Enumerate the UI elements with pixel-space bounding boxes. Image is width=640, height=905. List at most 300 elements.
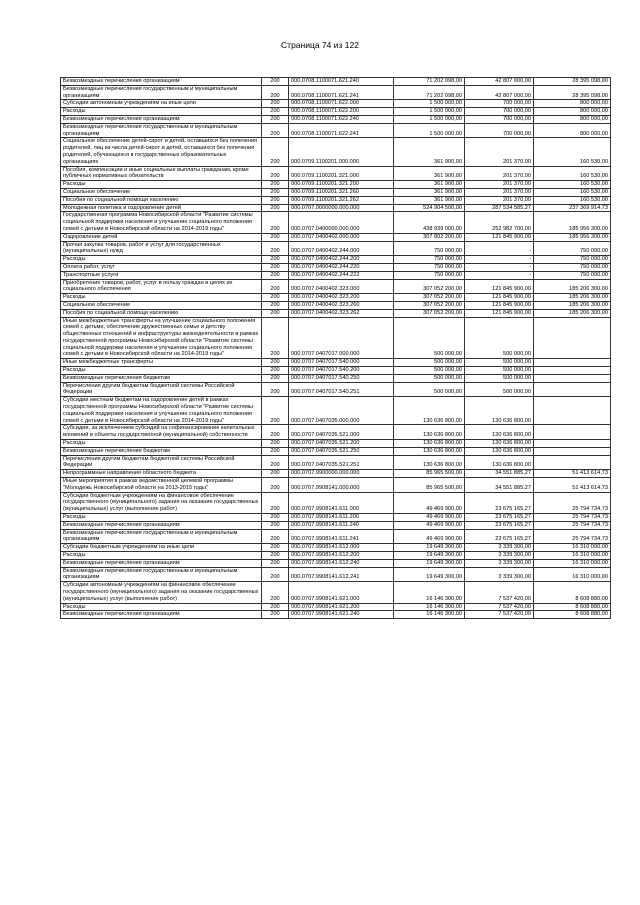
- table-row: [61, 196, 611, 204]
- row-approved-amount-cell: 49 469 900,00: [394, 492, 465, 513]
- table-row: [61, 212, 611, 233]
- row-name-cell: Прочая закупка товаров, работ и услуг для государственных (муниципальных) нужд: [61, 241, 262, 256]
- row-approved-amount-cell: 130 636 800,00: [394, 397, 465, 425]
- row-budget-code-cell: 000.0709.1100201.321.200: [289, 181, 394, 189]
- row-name-cell: Расходы: [61, 256, 262, 264]
- row-budget-code-cell: 000.0707.0400402.244.220: [289, 263, 394, 271]
- row-unexecuted-amount-cell: 750 000,00: [534, 263, 611, 271]
- row-executed-amount-cell: 252 982 700,00: [465, 212, 534, 233]
- row-approved-amount-cell: 19 649 300,00: [394, 567, 465, 582]
- table-row: [61, 359, 611, 367]
- table-row: [61, 440, 611, 448]
- row-unexecuted-amount-cell: 8 608 880,00: [534, 603, 611, 611]
- row-executed-amount-cell: 7 537 420,00: [465, 582, 534, 603]
- row-budget-code-cell: 000.0707.0400402.244.222: [289, 271, 394, 279]
- row-unexecuted-amount-cell: 16 310 000,00: [534, 567, 611, 582]
- budget-table-body: [61, 78, 611, 619]
- table-row: [61, 78, 611, 86]
- row-name-cell: Расходы: [61, 552, 262, 560]
- row-name-cell: Иные мероприятия в рамках ведомственной целевой программы "Молодежь Новосибирской области на 2013-2015 годы": [61, 478, 262, 493]
- row-name-cell: Социальное обеспечение: [61, 188, 262, 196]
- row-admin-code-cell: 200: [262, 166, 289, 181]
- row-executed-amount-cell: 287 534 585,27: [465, 204, 534, 212]
- row-admin-code-cell: 200: [262, 123, 289, 138]
- row-name-cell: Безвозмездные перечисления государственным и муниципальным организациям: [61, 85, 262, 100]
- row-unexecuted-amount-cell: [534, 367, 611, 375]
- row-admin-code-cell: 200: [262, 188, 289, 196]
- table-row: [61, 367, 611, 375]
- row-executed-amount-cell: 700 000,00: [465, 115, 534, 123]
- row-name-cell: Иные межбюджетные трансферты: [61, 359, 262, 367]
- row-approved-amount-cell: 307 052 200,00: [394, 279, 465, 294]
- row-unexecuted-amount-cell: 160 530,00: [534, 196, 611, 204]
- table-row: [61, 567, 611, 582]
- row-name-cell: Безвозмездные перечисления организациям: [61, 559, 262, 567]
- row-name-cell: Расходы: [61, 367, 262, 375]
- row-name-cell: Социальное обеспечение: [61, 301, 262, 309]
- table-row: [61, 115, 611, 123]
- row-unexecuted-amount-cell: [534, 440, 611, 448]
- row-name-cell: Иные межбюджетные трансферты на улучшение социального положения семей с детьми, обеспечение дружественных семье и детству общественных отношений и инфраструктуры жизнедеятельности в рамках государственной программы Новосибирской области "Развитие системы социальной поддержки населения и улучшение социального положения семей с детьми в Новосибирской области на 2014-2019 годы": [61, 317, 262, 359]
- row-name-cell: Безвозмездные перечисления бюджетам: [61, 447, 262, 455]
- row-admin-code-cell: 200: [262, 309, 289, 317]
- row-name-cell: Расходы: [61, 108, 262, 116]
- row-unexecuted-amount-cell: 25 794 734,73: [534, 514, 611, 522]
- budget-execution-table: [60, 77, 611, 619]
- table-row: [61, 108, 611, 116]
- table-row: [61, 241, 611, 256]
- row-executed-amount-cell: 201 370,00: [465, 166, 534, 181]
- row-admin-code-cell: 200: [262, 603, 289, 611]
- row-name-cell: Пособия, компенсации и иные социальные выплаты гражданам, кроме публичных нормативных обязательств: [61, 166, 262, 181]
- row-approved-amount-cell: 307 802 200,00: [394, 233, 465, 241]
- row-approved-amount-cell: 16 146 300,00: [394, 582, 465, 603]
- row-name-cell: Транспортные услуги: [61, 271, 262, 279]
- row-approved-amount-cell: 1 500 000,00: [394, 115, 465, 123]
- row-executed-amount-cell: 121 845 900,00: [465, 309, 534, 317]
- row-approved-amount-cell: 19 649 300,00: [394, 552, 465, 560]
- row-unexecuted-amount-cell: 750 000,00: [534, 241, 611, 256]
- row-name-cell: Безвозмездные перечисления государственным и муниципальным организациям: [61, 567, 262, 582]
- table-row: [61, 478, 611, 493]
- row-unexecuted-amount-cell: [534, 359, 611, 367]
- row-approved-amount-cell: 1 500 000,00: [394, 100, 465, 108]
- row-name-cell: Молодежная политика и оздоровление детей: [61, 204, 262, 212]
- row-approved-amount-cell: 19 649 300,00: [394, 559, 465, 567]
- row-approved-amount-cell: 16 146 300,00: [394, 611, 465, 619]
- row-budget-code-cell: 000.0707.0407035.521.000: [289, 425, 394, 440]
- row-budget-code-cell: 000.0708.1100071.622.240: [289, 115, 394, 123]
- table-row: [61, 529, 611, 544]
- table-row: [61, 559, 611, 567]
- row-admin-code-cell: 200: [262, 204, 289, 212]
- row-admin-code-cell: 200: [262, 470, 289, 478]
- row-name-cell: Расходы: [61, 294, 262, 302]
- row-admin-code-cell: 200: [262, 294, 289, 302]
- row-unexecuted-amount-cell: 16 310 000,00: [534, 559, 611, 567]
- row-name-cell: Расходы: [61, 440, 262, 448]
- row-executed-amount-cell: 3 339 300,00: [465, 544, 534, 552]
- row-approved-amount-cell: 130 636 800,00: [394, 440, 465, 448]
- row-unexecuted-amount-cell: 8 608 880,00: [534, 582, 611, 603]
- row-name-cell: Субсидии бюджетным учреждениям на финансовое обеспечение государственного (муниципального) задания на оказание государственных (муниципальных) услуг (выполнение работ): [61, 492, 262, 513]
- table-row: [61, 279, 611, 294]
- row-name-cell: Безвозмездные перечисления государственным и муниципальным организациям: [61, 123, 262, 138]
- row-admin-code-cell: 200: [262, 382, 289, 397]
- row-admin-code-cell: 200: [262, 181, 289, 189]
- row-budget-code-cell: 000.0707.0407017.540.200: [289, 367, 394, 375]
- row-unexecuted-amount-cell: 800 000,00: [534, 123, 611, 138]
- row-approved-amount-cell: 71 202 098,00: [394, 78, 465, 86]
- row-name-cell: Безвозмездные перечисления организациям: [61, 78, 262, 86]
- table-row: [61, 447, 611, 455]
- table-row: [61, 521, 611, 529]
- row-budget-code-cell: 000.0707.0000000.000.000: [289, 204, 394, 212]
- table-row: [61, 271, 611, 279]
- row-name-cell: Безвозмездные перечисления организациям: [61, 521, 262, 529]
- table-row: [61, 492, 611, 513]
- row-budget-code-cell: 000.0707.9900000.000.000: [289, 470, 394, 478]
- row-approved-amount-cell: 16 146 300,00: [394, 603, 465, 611]
- row-executed-amount-cell: 121 845 900,00: [465, 294, 534, 302]
- row-admin-code-cell: 200: [262, 108, 289, 116]
- row-name-cell: Непрограммные направления областного бюджета: [61, 470, 262, 478]
- row-unexecuted-amount-cell: [534, 425, 611, 440]
- row-approved-amount-cell: 361 900,00: [394, 138, 465, 166]
- row-budget-code-cell: 000.0708.1100071.621.241: [289, 85, 394, 100]
- row-budget-code-cell: 000.0707.0407017.540.000: [289, 359, 394, 367]
- row-unexecuted-amount-cell: [534, 455, 611, 470]
- row-executed-amount-cell: 3 339 300,00: [465, 552, 534, 560]
- row-admin-code-cell: 200: [262, 529, 289, 544]
- row-budget-code-cell: 000.0708.1100071.622.000: [289, 100, 394, 108]
- row-admin-code-cell: 200: [262, 397, 289, 425]
- table-row: [61, 544, 611, 552]
- row-name-cell: Субсидии, за исключением субсидий на софинансирование капитальных вложений в объекты государственной (муниципальной) собственности: [61, 425, 262, 440]
- row-approved-amount-cell: 19 649 300,00: [394, 544, 465, 552]
- row-budget-code-cell: 000.0707.0400402.323.262: [289, 309, 394, 317]
- row-unexecuted-amount-cell: 16 310 000,00: [534, 544, 611, 552]
- row-unexecuted-amount-cell: 51 413 614,73: [534, 478, 611, 493]
- table-row: [61, 455, 611, 470]
- table-row: [61, 256, 611, 264]
- row-approved-amount-cell: 85 965 500,00: [394, 478, 465, 493]
- row-budget-code-cell: 000.0707.9908141.000.000: [289, 478, 394, 493]
- row-budget-code-cell: 000.0707.0400402.244.200: [289, 256, 394, 264]
- row-unexecuted-amount-cell: [534, 397, 611, 425]
- row-executed-amount-cell: 34 551 885,27: [465, 478, 534, 493]
- row-budget-code-cell: 000.0708.1100071.622.200: [289, 108, 394, 116]
- row-approved-amount-cell: 361 900,00: [394, 181, 465, 189]
- row-admin-code-cell: 200: [262, 521, 289, 529]
- table-row: [61, 470, 611, 478]
- row-approved-amount-cell: 307 052 200,00: [394, 309, 465, 317]
- row-budget-code-cell: 000.0707.9908141.621.200: [289, 603, 394, 611]
- row-name-cell: Перечисления другим бюджетам бюджетной системы Российской Федерации: [61, 382, 262, 397]
- table-row: [61, 85, 611, 100]
- row-unexecuted-amount-cell: 160 530,00: [534, 166, 611, 181]
- row-executed-amount-cell: 121 845 900,00: [465, 233, 534, 241]
- row-executed-amount-cell: 23 675 165,27: [465, 514, 534, 522]
- row-budget-code-cell: 000.0709.1100201.321.000: [289, 166, 394, 181]
- row-executed-amount-cell: 23 675 165,27: [465, 529, 534, 544]
- row-admin-code-cell: 200: [262, 263, 289, 271]
- row-approved-amount-cell: 130 636 800,00: [394, 455, 465, 470]
- row-approved-amount-cell: 750 000,00: [394, 263, 465, 271]
- row-unexecuted-amount-cell: 185 956 300,00: [534, 233, 611, 241]
- row-unexecuted-amount-cell: 185 206 300,00: [534, 279, 611, 294]
- row-name-cell: Расходы: [61, 603, 262, 611]
- row-executed-amount-cell: 7 537 420,00: [465, 611, 534, 619]
- table-row: [61, 611, 611, 619]
- row-admin-code-cell: 200: [262, 115, 289, 123]
- row-executed-amount-cell: 7 537 420,00: [465, 603, 534, 611]
- row-budget-code-cell: 000.0707.9908141.612.240: [289, 559, 394, 567]
- row-budget-code-cell: 000.0708.1100071.621.240: [289, 78, 394, 86]
- row-approved-amount-cell: 71 202 098,00: [394, 85, 465, 100]
- row-executed-amount-cell: 130 636 800,00: [465, 397, 534, 425]
- row-unexecuted-amount-cell: 28 395 098,00: [534, 78, 611, 86]
- row-unexecuted-amount-cell: 185 206 300,00: [534, 301, 611, 309]
- row-unexecuted-amount-cell: [534, 382, 611, 397]
- row-budget-code-cell: 000.0707.9908141.612.241: [289, 567, 394, 582]
- row-admin-code-cell: 200: [262, 100, 289, 108]
- row-approved-amount-cell: 750 000,00: [394, 241, 465, 256]
- row-budget-code-cell: 000.0707.0407017.000.000: [289, 317, 394, 359]
- row-admin-code-cell: 200: [262, 559, 289, 567]
- row-admin-code-cell: 200: [262, 440, 289, 448]
- row-name-cell: Безвозмездные перечисления организациям: [61, 611, 262, 619]
- row-approved-amount-cell: 130 636 800,00: [394, 425, 465, 440]
- row-budget-code-cell: 000.0707.0407035.000.000: [289, 397, 394, 425]
- row-executed-amount-cell: 23 675 165,27: [465, 521, 534, 529]
- table-row: [61, 374, 611, 382]
- row-name-cell: Расходы: [61, 181, 262, 189]
- row-approved-amount-cell: 500 000,00: [394, 382, 465, 397]
- row-admin-code-cell: 200: [262, 271, 289, 279]
- row-name-cell: Пособия по социальной помощи населению: [61, 309, 262, 317]
- row-executed-amount-cell: 3 339 300,00: [465, 559, 534, 567]
- row-approved-amount-cell: 750 000,00: [394, 256, 465, 264]
- table-row: [61, 123, 611, 138]
- row-unexecuted-amount-cell: [534, 447, 611, 455]
- row-executed-amount-cell: 500 000,00: [465, 374, 534, 382]
- row-executed-amount-cell: 700 000,00: [465, 108, 534, 116]
- row-admin-code-cell: 200: [262, 78, 289, 86]
- row-admin-code-cell: 200: [262, 301, 289, 309]
- row-admin-code-cell: 200: [262, 447, 289, 455]
- row-name-cell: Субсидии местным бюджетам на оздоровление детей в рамках государственной программы Новосибирской области "Развитие системы социальной поддержки населения и улучшение социального положения семей с детьми в Новосибирской области на 2014-2019 годы": [61, 397, 262, 425]
- row-admin-code-cell: 200: [262, 478, 289, 493]
- row-name-cell: Оздоровление детей: [61, 233, 262, 241]
- row-executed-amount-cell: 42 807 000,00: [465, 85, 534, 100]
- table-row: [61, 100, 611, 108]
- row-approved-amount-cell: 500 000,00: [394, 359, 465, 367]
- row-budget-code-cell: 000.0707.9908141.612.200: [289, 552, 394, 560]
- row-approved-amount-cell: 1 500 000,00: [394, 108, 465, 116]
- row-admin-code-cell: 200: [262, 241, 289, 256]
- row-executed-amount-cell: 201 370,00: [465, 188, 534, 196]
- row-approved-amount-cell: 1 500 000,00: [394, 123, 465, 138]
- row-admin-code-cell: 200: [262, 514, 289, 522]
- row-executed-amount-cell: 121 845 900,00: [465, 279, 534, 294]
- row-executed-amount-cell: -: [465, 241, 534, 256]
- row-unexecuted-amount-cell: 25 794 734,73: [534, 492, 611, 513]
- row-admin-code-cell: 200: [262, 492, 289, 513]
- row-executed-amount-cell: 3 339 300,00: [465, 567, 534, 582]
- row-executed-amount-cell: 201 370,00: [465, 181, 534, 189]
- row-executed-amount-cell: 500 000,00: [465, 367, 534, 375]
- row-executed-amount-cell: 130 636 800,00: [465, 447, 534, 455]
- row-admin-code-cell: 200: [262, 317, 289, 359]
- table-row: [61, 397, 611, 425]
- table-row: [61, 603, 611, 611]
- row-executed-amount-cell: 42 807 000,00: [465, 78, 534, 86]
- row-budget-code-cell: 000.0707.9908141.611.240: [289, 521, 394, 529]
- row-budget-code-cell: 000.0709.1100201.000.000: [289, 138, 394, 166]
- row-unexecuted-amount-cell: 800 000,00: [534, 100, 611, 108]
- row-name-cell: Безвозмездные перечисления бюджетам: [61, 374, 262, 382]
- row-name-cell: Субсидии автономным учреждениям на финансовое обеспечение государственного (муниципального) задания на оказание государственных (муниципальных) услуг (выполнение работ): [61, 582, 262, 603]
- row-approved-amount-cell: 524 904 500,00: [394, 204, 465, 212]
- row-approved-amount-cell: 361 900,00: [394, 196, 465, 204]
- table-row: [61, 181, 611, 189]
- row-admin-code-cell: 200: [262, 359, 289, 367]
- row-unexecuted-amount-cell: 51 413 614,73: [534, 470, 611, 478]
- row-executed-amount-cell: 23 675 165,27: [465, 492, 534, 513]
- row-unexecuted-amount-cell: 160 530,00: [534, 138, 611, 166]
- row-budget-code-cell: 000.0707.0400402.244.000: [289, 241, 394, 256]
- row-budget-code-cell: 000.0709.1100201.321.262: [289, 196, 394, 204]
- row-unexecuted-amount-cell: 8 608 880,00: [534, 611, 611, 619]
- row-approved-amount-cell: 500 000,00: [394, 367, 465, 375]
- row-name-cell: Социальное обеспечение детей-сирот и детей, оставшихся без попечения родителей, лиц из числа детей-сирот и детей, оставшихся без попечения родителей, обучающихся в государственных образовательных организациях: [61, 138, 262, 166]
- row-unexecuted-amount-cell: 185 956 300,00: [534, 212, 611, 233]
- row-name-cell: Пособия по социальной помощи населению: [61, 196, 262, 204]
- row-unexecuted-amount-cell: 16 310 000,00: [534, 552, 611, 560]
- row-admin-code-cell: 200: [262, 256, 289, 264]
- table-row: [61, 301, 611, 309]
- row-admin-code-cell: 200: [262, 374, 289, 382]
- row-admin-code-cell: 200: [262, 582, 289, 603]
- row-unexecuted-amount-cell: 800 000,00: [534, 108, 611, 116]
- row-budget-code-cell: 000.0707.0407017.540.250: [289, 374, 394, 382]
- row-unexecuted-amount-cell: 800 000,00: [534, 115, 611, 123]
- row-budget-code-cell: 000.0707.9908141.621.240: [289, 611, 394, 619]
- row-unexecuted-amount-cell: [534, 317, 611, 359]
- table-row: [61, 188, 611, 196]
- row-executed-amount-cell: 500 000,00: [465, 317, 534, 359]
- row-budget-code-cell: 000.0707.0400402.323.260: [289, 301, 394, 309]
- row-unexecuted-amount-cell: 25 794 734,73: [534, 529, 611, 544]
- row-executed-amount-cell: -: [465, 271, 534, 279]
- row-budget-code-cell: 000.0707.9908141.611.241: [289, 529, 394, 544]
- row-budget-code-cell: 000.0707.9908141.621.000: [289, 582, 394, 603]
- row-executed-amount-cell: 700 000,00: [465, 100, 534, 108]
- row-name-cell: Перечисления другим бюджетам бюджетной системы Российской Федерации: [61, 455, 262, 470]
- row-admin-code-cell: 200: [262, 212, 289, 233]
- row-approved-amount-cell: 500 000,00: [394, 317, 465, 359]
- table-row: [61, 582, 611, 603]
- table-row: [61, 294, 611, 302]
- row-unexecuted-amount-cell: 185 206 300,00: [534, 294, 611, 302]
- row-executed-amount-cell: 130 636 800,00: [465, 455, 534, 470]
- row-approved-amount-cell: 130 636 800,00: [394, 447, 465, 455]
- page-number-header: Страница 74 из 122: [281, 40, 359, 50]
- row-executed-amount-cell: 130 636 800,00: [465, 440, 534, 448]
- row-name-cell: Государственная программа Новосибирской области "Развитие системы социальной поддержки населения и улучшение социального положения семей с детьми в Новосибирской области на 2014-2019 годы": [61, 212, 262, 233]
- row-admin-code-cell: 200: [262, 455, 289, 470]
- row-approved-amount-cell: 49 469 900,00: [394, 514, 465, 522]
- row-approved-amount-cell: 438 939 000,00: [394, 212, 465, 233]
- row-approved-amount-cell: 49 469 900,00: [394, 521, 465, 529]
- row-unexecuted-amount-cell: 25 794 734,73: [534, 521, 611, 529]
- row-executed-amount-cell: 201 370,00: [465, 138, 534, 166]
- row-approved-amount-cell: 307 052 200,00: [394, 301, 465, 309]
- row-unexecuted-amount-cell: 750 000,00: [534, 256, 611, 264]
- row-name-cell: Расходы: [61, 514, 262, 522]
- row-unexecuted-amount-cell: 160 530,00: [534, 188, 611, 196]
- row-budget-code-cell: 000.0707.0400402.323.200: [289, 294, 394, 302]
- table-row: [61, 514, 611, 522]
- table-row: [61, 317, 611, 359]
- row-executed-amount-cell: 500 000,00: [465, 382, 534, 397]
- row-admin-code-cell: 200: [262, 138, 289, 166]
- row-budget-code-cell: 000.0707.9908141.611.000: [289, 492, 394, 513]
- row-executed-amount-cell: -: [465, 256, 534, 264]
- row-unexecuted-amount-cell: 237 369 914,73: [534, 204, 611, 212]
- table-row: [61, 263, 611, 271]
- row-budget-code-cell: 000.0707.0407017.540.251: [289, 382, 394, 397]
- row-budget-code-cell: 000.0707.0400402.000.000: [289, 233, 394, 241]
- row-unexecuted-amount-cell: 28 395 098,00: [534, 85, 611, 100]
- table-row: [61, 204, 611, 212]
- row-unexecuted-amount-cell: 185 206 300,00: [534, 309, 611, 317]
- table-row: [61, 552, 611, 560]
- row-budget-code-cell: 000.0707.9908141.611.200: [289, 514, 394, 522]
- row-budget-code-cell: 000.0707.0407035.521.251: [289, 455, 394, 470]
- row-executed-amount-cell: 34 551 885,27: [465, 470, 534, 478]
- row-name-cell: Субсидии автономным учреждениям на иные цели: [61, 100, 262, 108]
- row-unexecuted-amount-cell: [534, 374, 611, 382]
- row-executed-amount-cell: 201 370,00: [465, 196, 534, 204]
- row-budget-code-cell: 000.0707.9908141.612.000: [289, 544, 394, 552]
- row-name-cell: Безвозмездные перечисления государственным и муниципальным организациям: [61, 529, 262, 544]
- table-row: [61, 425, 611, 440]
- table-row: [61, 382, 611, 397]
- row-admin-code-cell: 200: [262, 279, 289, 294]
- row-executed-amount-cell: -: [465, 263, 534, 271]
- row-admin-code-cell: 200: [262, 567, 289, 582]
- row-executed-amount-cell: 121 845 900,00: [465, 301, 534, 309]
- row-approved-amount-cell: 49 469 900,00: [394, 529, 465, 544]
- row-approved-amount-cell: 307 052 200,00: [394, 294, 465, 302]
- row-approved-amount-cell: 361 900,00: [394, 188, 465, 196]
- row-admin-code-cell: 200: [262, 196, 289, 204]
- row-approved-amount-cell: 750 000,00: [394, 271, 465, 279]
- row-admin-code-cell: 200: [262, 552, 289, 560]
- row-approved-amount-cell: 500 000,00: [394, 374, 465, 382]
- row-budget-code-cell: 000.0709.1100201.321.260: [289, 188, 394, 196]
- row-budget-code-cell: 000.0708.1100071.622.241: [289, 123, 394, 138]
- row-budget-code-cell: 000.0707.0407035.521.250: [289, 447, 394, 455]
- row-budget-code-cell: 000.0707.0400000.000.000: [289, 212, 394, 233]
- row-budget-code-cell: 000.0707.0407035.521.200: [289, 440, 394, 448]
- row-admin-code-cell: 200: [262, 611, 289, 619]
- row-admin-code-cell: 200: [262, 233, 289, 241]
- row-approved-amount-cell: 85 965 500,00: [394, 470, 465, 478]
- table-row: [61, 309, 611, 317]
